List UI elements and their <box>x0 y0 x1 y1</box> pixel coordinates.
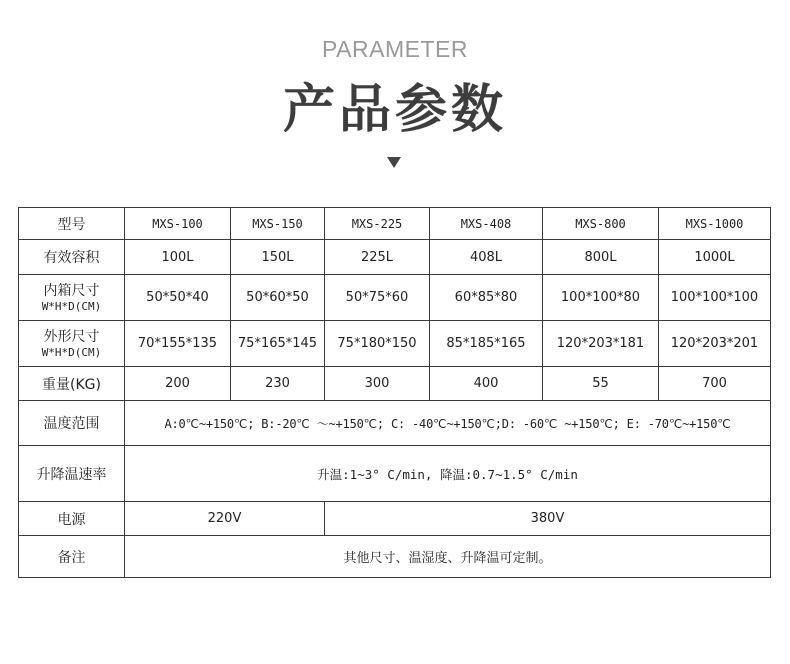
table-cell: 50*75*60 <box>325 275 430 321</box>
table-cell: 120*203*201 <box>659 321 771 367</box>
volume-row <box>19 240 771 275</box>
row-label <box>19 275 125 321</box>
table-cell: 200 <box>125 367 231 401</box>
table-cell: 225L <box>325 240 430 275</box>
row-label: 升降温速率 <box>19 446 125 502</box>
table-cell: 800L <box>543 240 659 275</box>
row-label: 备注 <box>19 536 125 578</box>
table-cell: 1000L <box>659 240 771 275</box>
table-cell: 100*100*100 <box>659 275 771 321</box>
table-cell: 230 <box>231 367 325 401</box>
header-model-cell: MXS-800 <box>543 208 659 240</box>
table-cell: 升温:1~3° C/min, 降温:0.7~1.5° C/min <box>125 446 771 502</box>
table-cell: 100*100*80 <box>543 275 659 321</box>
row-label: 温度范围 <box>19 401 125 446</box>
temp-range-row <box>19 401 771 446</box>
header-model-cell: MXS-408 <box>430 208 543 240</box>
table-cell: 50*60*50 <box>231 275 325 321</box>
row-label-unit: W*H*D(CM) <box>41 345 102 359</box>
table-cell: 75*180*150 <box>325 321 430 367</box>
header-model-cell: MXS-1000 <box>659 208 771 240</box>
table-cell: 700 <box>659 367 771 401</box>
chinese-title: 产品参数 <box>282 80 507 140</box>
header-row <box>19 208 771 240</box>
table-cell: 100L <box>125 240 231 275</box>
table-cell: 120*203*181 <box>543 321 659 367</box>
table-cell: 75*165*145 <box>231 321 325 367</box>
header-model-cell: MXS-100 <box>125 208 231 240</box>
header-model-label: 型号 <box>19 208 125 240</box>
table-cell: 85*185*165 <box>430 321 543 367</box>
temp-range-text: A:0℃~+150℃; B:-20℃ ～~+150℃; C: -40℃~+150℃;D: -60℃ ~+150℃; E: -70℃~+150℃ <box>164 416 731 431</box>
weight-row <box>19 367 771 401</box>
row-label-unit: W*H*D(CM) <box>41 299 102 313</box>
power-row <box>19 502 771 536</box>
english-title: PARAMETER <box>322 36 468 62</box>
row-label: 有效容积 <box>19 240 125 275</box>
table-cell: 50*50*40 <box>125 275 231 321</box>
rate-row <box>19 446 771 502</box>
inner-size-row <box>19 275 771 321</box>
table-cell: 380V <box>325 502 771 536</box>
triangle-down-icon <box>387 157 401 168</box>
row-label: 电源 <box>19 502 125 536</box>
table-cell: 70*155*135 <box>125 321 231 367</box>
table-cell: 300 <box>325 367 430 401</box>
row-label: 重量(KG) <box>19 367 125 401</box>
row-label-main: 外形尺寸 <box>43 328 100 345</box>
table-cell: 其他尺寸、温湿度、升降温可定制。 <box>125 536 771 578</box>
parameter-table <box>18 207 771 578</box>
header-model-cell: MXS-225 <box>325 208 430 240</box>
header-model-cell: MXS-150 <box>231 208 325 240</box>
row-label <box>19 321 125 367</box>
table-cell: 150L <box>231 240 325 275</box>
row-label-main: 内箱尺寸 <box>43 282 100 299</box>
table-cell: 400 <box>430 367 543 401</box>
page-header <box>0 0 790 190</box>
table-cell <box>125 401 771 446</box>
table-cell: 55 <box>543 367 659 401</box>
table-cell: 60*85*80 <box>430 275 543 321</box>
remark-row <box>19 536 771 578</box>
table-cell: 220V <box>125 502 325 536</box>
outer-size-row <box>19 321 771 367</box>
table-cell: 408L <box>430 240 543 275</box>
